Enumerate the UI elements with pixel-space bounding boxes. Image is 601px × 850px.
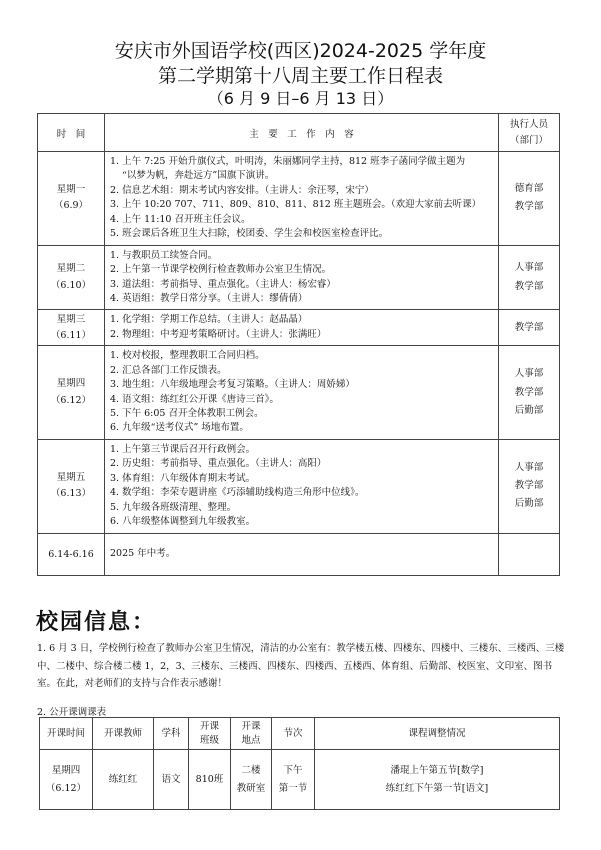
task-list xyxy=(110,155,498,242)
staff-dept: 后勤部 xyxy=(514,498,544,510)
day-content xyxy=(105,245,499,310)
course-adjust-table xyxy=(39,717,560,810)
staff-dept: 教学部 xyxy=(514,480,544,492)
course-class: 810班 xyxy=(189,750,231,810)
staff-dept: 人事部 xyxy=(514,262,544,274)
day-staff xyxy=(499,439,560,533)
day-name: 星期五 xyxy=(56,472,86,484)
day-cell xyxy=(38,346,105,440)
task-item: 1. 与教职员工续签合同。 xyxy=(110,249,218,261)
staff-dept: 德育部 xyxy=(514,183,544,195)
task-item: 1. 上午第三节课后召开行政例会。 xyxy=(110,443,256,455)
task-list xyxy=(110,443,498,530)
task-item: 2. 物理组：中考迎考策略研讨。（主讲人：张满旺） xyxy=(110,328,327,340)
day-date: （6.13） xyxy=(50,488,92,500)
header-staff xyxy=(499,114,560,152)
task-item: 1. 校对校报，整理教职工合同归档。 xyxy=(110,350,265,362)
task-list xyxy=(110,249,498,307)
schedule-row-day xyxy=(38,152,560,246)
course-header-place: 开课 地点 xyxy=(231,718,272,750)
campus-info-paragraph: 1. 6 月 3 日，学校例行检查了教师办公室卫生情况，清洁的办公室有：教学楼五楼、四楼东、四楼中、三楼东、三楼西、三楼中、二楼中、综合楼二楼 1，2，3、三楼东、三楼西、四楼东、四楼西、五楼西、体育组、后勤部、校医室、文印室、图书室。在此，对老师们的支持与合作表示感谢！ xyxy=(37,643,565,690)
course-header-subject: 学科 xyxy=(154,718,189,750)
course-header-adjust: 课程调整情况 xyxy=(315,718,560,750)
task-item: “以梦为帆，奔赴远方”国旗下演讲。 xyxy=(122,170,275,182)
schedule-row-day xyxy=(38,346,560,440)
task-item: 3. 体育组：八年级体育期末考试。 xyxy=(110,472,256,484)
task-item: 3. 上午 10:20 707、711、809、810、811、812 班主题班会。（欢迎大家前去听课） xyxy=(110,199,482,211)
day-staff xyxy=(499,310,560,346)
day-content xyxy=(105,346,499,440)
day-name: 星期三 xyxy=(56,313,86,325)
schedule-table xyxy=(37,113,560,576)
task-item: 1. 化学组：学期工作总结。（主讲人：赵晶晶） xyxy=(110,314,308,326)
task-list xyxy=(110,349,498,436)
task-item: 5. 九年级各班级清理、整理。 xyxy=(110,501,237,513)
day-cell xyxy=(38,245,105,310)
day-staff xyxy=(499,152,560,246)
day-content xyxy=(105,310,499,346)
course-place: 二楼 教研室 xyxy=(231,750,272,810)
day-cell xyxy=(38,439,105,533)
day-cell xyxy=(38,152,105,246)
task-item: 4. 语文组：练红红公开课《唐诗三首》。 xyxy=(110,393,279,405)
course-header-class: 开课 班级 xyxy=(189,718,231,750)
campus-info-title: 校园信息： xyxy=(36,610,157,635)
course-time: 星期四 （6.12） xyxy=(40,750,93,810)
task-item: 2. 历史组：考前指导、重点强化。（主讲人：高阳） xyxy=(110,458,327,470)
final-staff xyxy=(499,533,560,575)
course-teacher: 练红红 xyxy=(93,750,154,810)
header-staff-line2: （部门） xyxy=(509,134,548,146)
schedule-row-day xyxy=(38,439,560,533)
schedule-row-final xyxy=(38,533,560,575)
task-item: 2. 信息艺术组：期末考试内容安排。（主讲人：余汪琴，宋宁） xyxy=(110,184,374,196)
header-staff-line1: 执行人员 xyxy=(509,119,548,131)
course-period: 下午 第一节 xyxy=(272,750,315,810)
task-item: 6. 八年级整体调整到九年级教室。 xyxy=(110,516,256,528)
day-staff xyxy=(499,346,560,440)
course-header-time: 开课时间 xyxy=(40,718,93,750)
schedule-header-row xyxy=(38,114,560,152)
task-item: 4. 英语组：教学日常分享。（主讲人：缪倩倩） xyxy=(110,292,308,304)
task-list xyxy=(110,313,498,342)
day-date: （6.11） xyxy=(50,329,92,341)
task-item: 2. 汇总各部门工作反馈表。 xyxy=(110,364,227,376)
final-date: 6.14-6.16 xyxy=(38,533,105,575)
course-adjust: 潘琨上午第五节[数学] 练红红下午第一节[语文] xyxy=(315,750,560,810)
day-cell xyxy=(38,310,105,346)
task-item: 4. 上午 11:10 召开班主任会议。 xyxy=(110,213,251,225)
course-row xyxy=(40,750,560,810)
staff-dept: 教学部 xyxy=(514,321,544,333)
day-name: 星期二 xyxy=(56,263,86,275)
day-content xyxy=(105,439,499,533)
staff-dept: 人事部 xyxy=(514,462,544,474)
day-date: （6.10） xyxy=(50,279,92,291)
task-item: 1. 上午 7:25 开始升旗仪式，叶明涛，朱丽娜同学主持，812 班李子菡同学做主题为 xyxy=(110,156,466,167)
task-item: 4. 数学组：李荣专题讲座《巧添辅助线构造三角形中位线》。 xyxy=(110,487,365,499)
day-date: （6.9） xyxy=(53,200,89,212)
task-item: 3. 地生组：八年级地理会考复习策略。（主讲人：周娇娣） xyxy=(110,379,355,391)
final-text: 2025 年中考。 xyxy=(105,533,499,575)
task-item: 3. 道法组：考前指导、重点强化。（主讲人：杨宏睿） xyxy=(110,278,336,290)
task-item: 5. 下午 6:05 召开全体教职工例会。 xyxy=(110,408,264,419)
staff-dept: 教学部 xyxy=(514,201,544,213)
course-subject: 语文 xyxy=(154,750,189,810)
doc-title-line2: 第二学期第十八周主要工作日程表 xyxy=(157,65,443,87)
day-content xyxy=(105,152,499,246)
doc-title-line1: 安庆市外国语学校(西区)2024-2025 学年度 xyxy=(114,40,487,62)
task-item: 5. 班会课后各班卫生大扫除，校团委、学生会和校医室检查评比。 xyxy=(110,228,389,240)
day-name: 星期一 xyxy=(56,184,86,196)
header-time: 时 间 xyxy=(38,114,105,152)
header-content: 主 要 工 作 内 容 xyxy=(105,114,499,152)
schedule-row-day xyxy=(38,245,560,310)
course-header-teacher: 开课教师 xyxy=(93,718,154,750)
course-header-row xyxy=(40,718,560,750)
staff-dept: 人事部 xyxy=(514,368,544,380)
day-name: 星期四 xyxy=(56,378,86,390)
day-date: （6.12） xyxy=(50,394,92,406)
course-header-period: 节次 xyxy=(272,718,315,750)
staff-dept: 后勤部 xyxy=(514,404,544,416)
task-item: 6. 九年级“送考仪式” 场地布置。 xyxy=(110,422,249,434)
course-table-subtitle: 2. 公开课调课表 xyxy=(37,707,107,718)
doc-date-range: （6 月 9 日–6 月 13 日） xyxy=(207,89,394,108)
staff-dept: 教学部 xyxy=(514,386,544,398)
staff-dept: 教学部 xyxy=(514,280,544,292)
task-item: 2. 上午第一节课学校例行检查教师办公室卫生情况。 xyxy=(110,264,332,276)
schedule-body xyxy=(38,152,560,534)
day-staff xyxy=(499,245,560,310)
schedule-row-day xyxy=(38,310,560,346)
